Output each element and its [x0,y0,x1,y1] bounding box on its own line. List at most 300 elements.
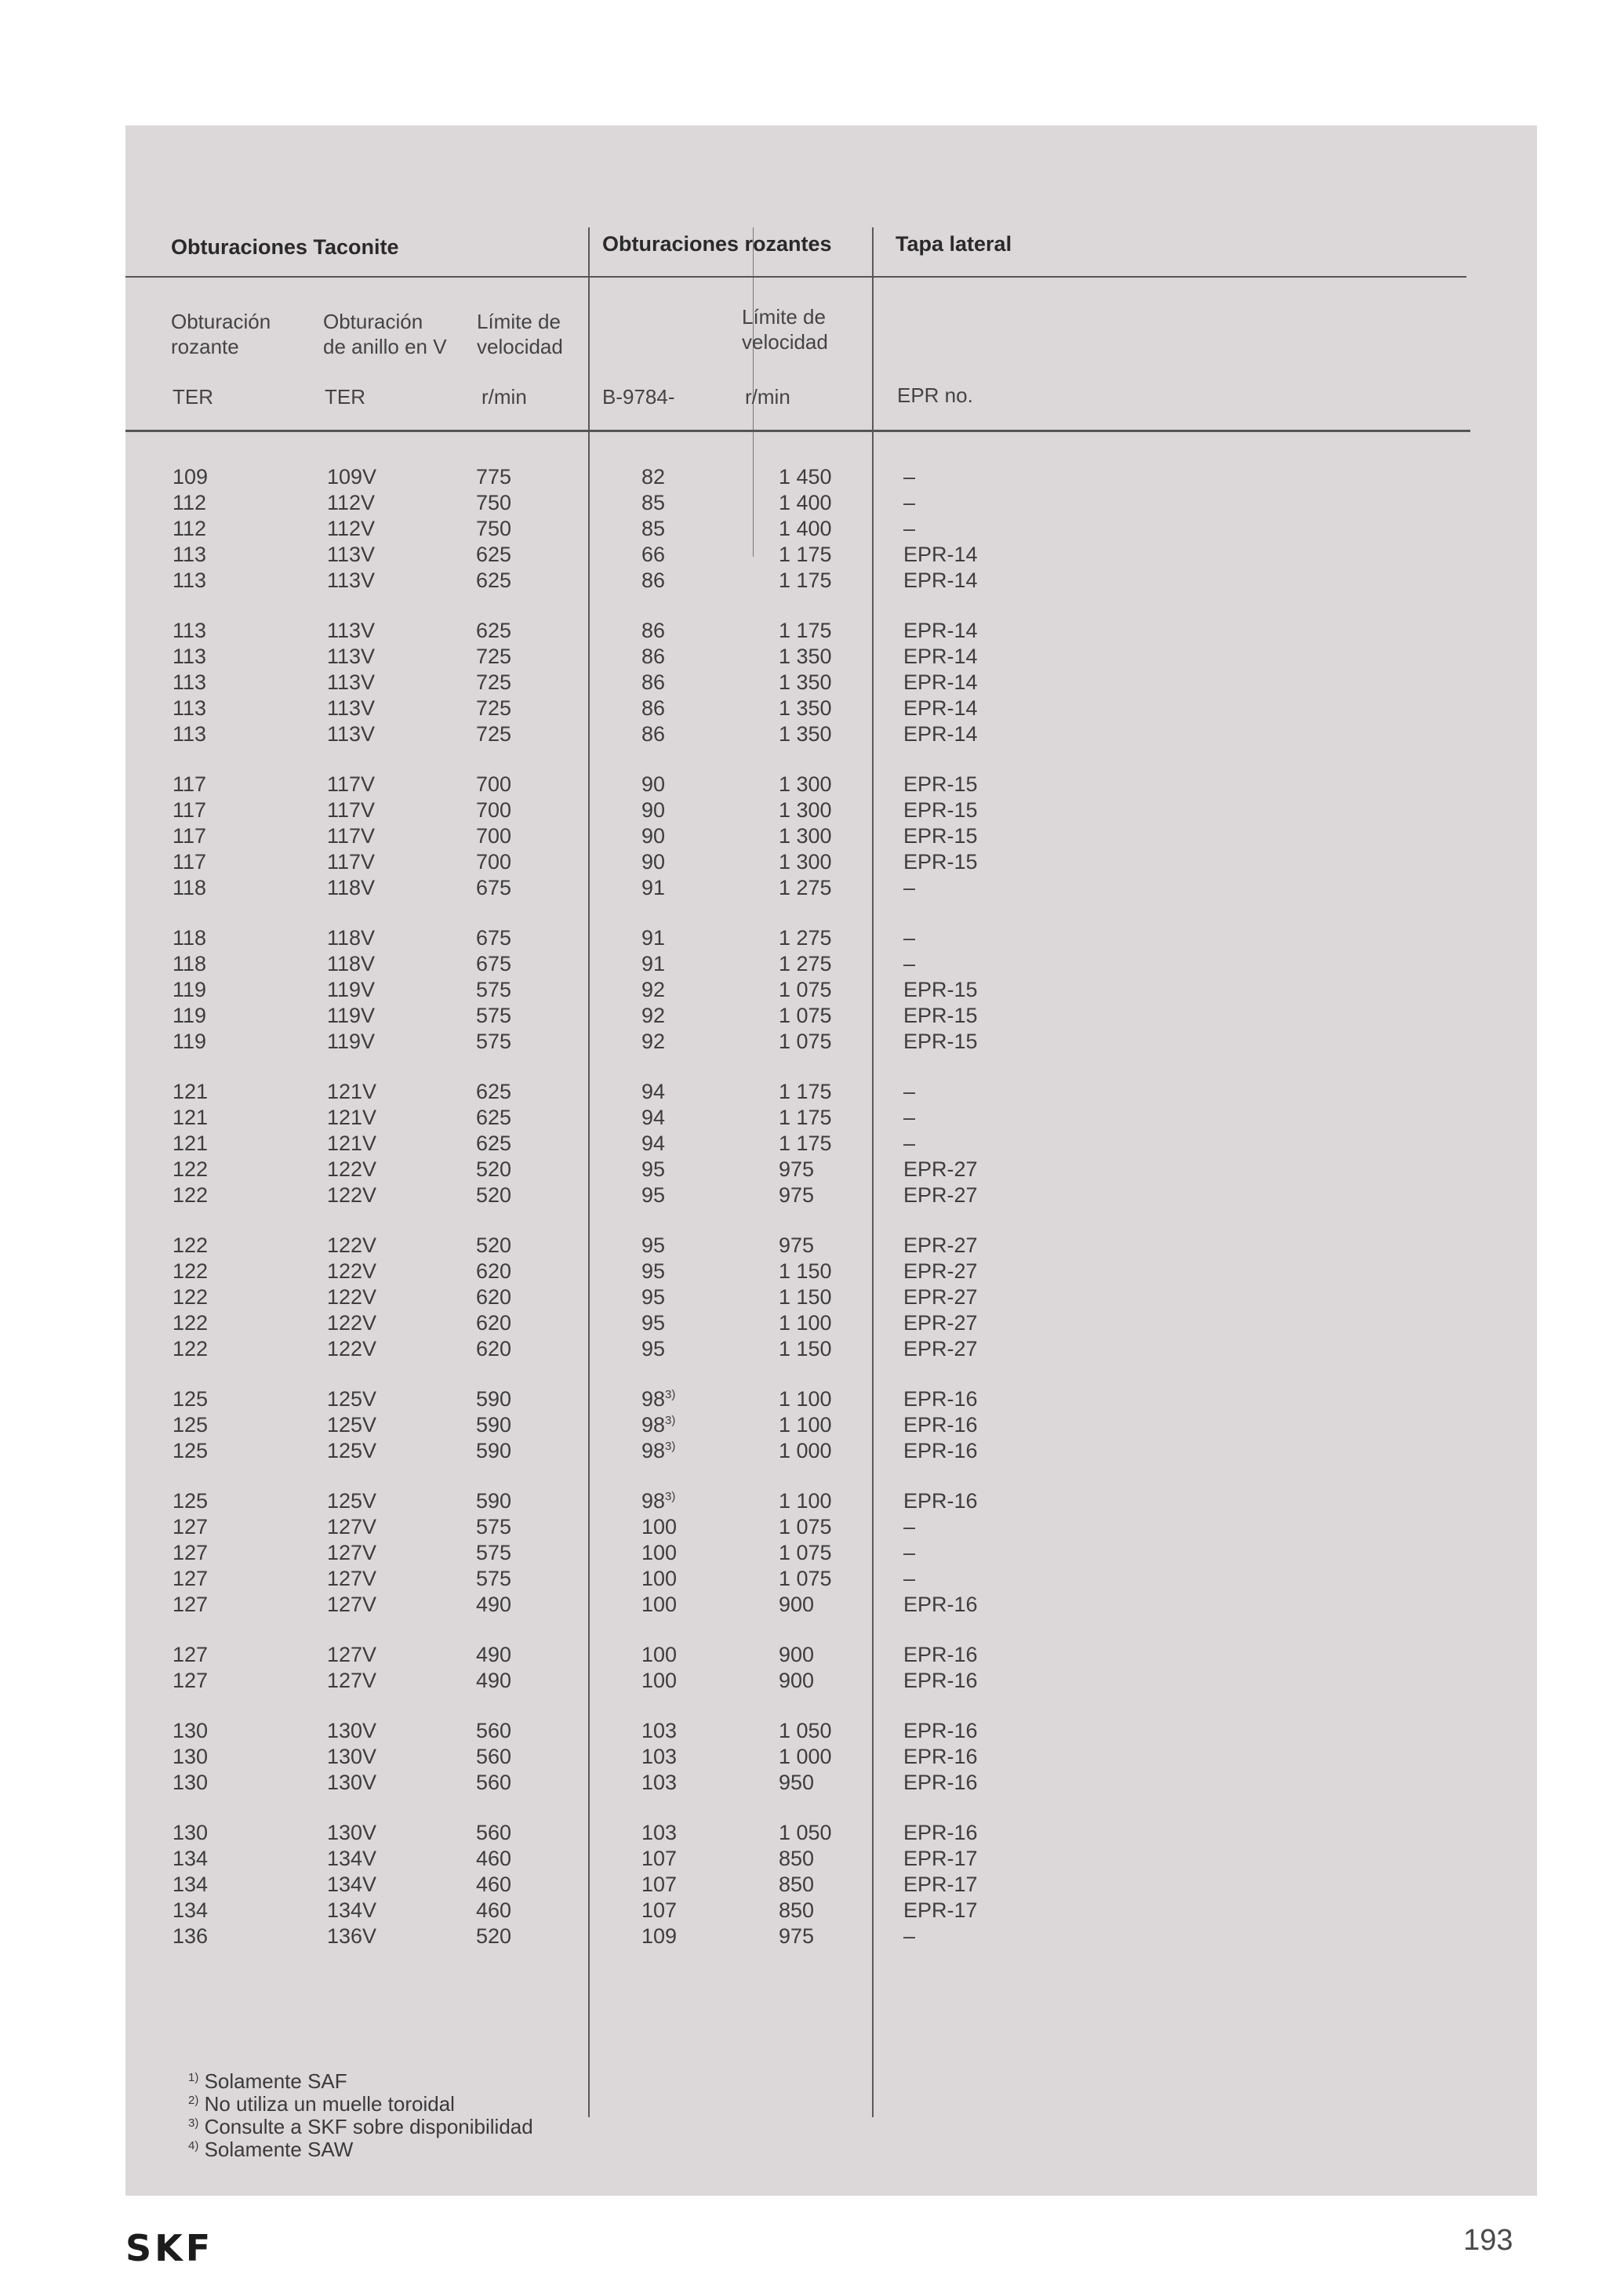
header-tapa-lateral: Tapa lateral [896,232,1012,256]
cell-b9784: 86 [641,670,666,694]
footnote-text: Solamente SAW [198,2138,354,2161]
cell-ter: 127 [173,1541,209,1564]
cell-speed-taconite: 575 [476,1567,512,1590]
cell-epr: EPR-14 [903,696,978,720]
cell-epr: EPR-16 [903,1439,978,1462]
cell-epr: – [903,1541,916,1564]
cell-ter: 121 [173,1080,209,1103]
cell-speed-rozante: 1 000 [779,1745,832,1768]
cell-speed-taconite: 490 [476,1669,512,1692]
cell-speed-rozante: 1 300 [779,824,832,848]
cell-speed-taconite: 520 [476,1233,512,1257]
cell-b9784: 91 [641,952,666,975]
cell-speed-taconite: 675 [476,926,512,950]
cell-speed-taconite: 725 [476,722,512,746]
cell-ter: 117 [173,772,207,796]
cell-speed-rozante: 1 175 [779,1106,832,1129]
unit-ter-2: TER [325,385,365,409]
cell-ter-v: 121V [327,1132,377,1155]
cell-speed-taconite: 625 [476,619,512,642]
cell-speed-taconite: 575 [476,1030,512,1053]
footnote-mark: 4) [188,2139,199,2152]
cell-speed-taconite: 590 [476,1413,512,1437]
cell-speed-rozante: 1 450 [779,465,832,489]
cell-epr: EPR-15 [903,978,978,1001]
cell-epr: EPR-14 [903,722,978,746]
cell-speed-rozante: 1 175 [779,619,832,642]
footnote-text: Consulte a SKF sobre disponibilidad [198,2115,533,2138]
cell-b9784: 90 [641,798,666,822]
cell-ter-v: 127V [327,1643,377,1666]
cell-epr: EPR-16 [903,1387,978,1411]
cell-b9784: 95 [641,1337,666,1361]
cell-b9784: 100 [641,1643,678,1666]
footnote-mark: 1) [188,2071,199,2084]
cell-speed-rozante: 1 350 [779,696,832,720]
cell-speed-taconite: 750 [476,491,512,514]
cell-epr: EPR-15 [903,1004,978,1027]
cell-speed-rozante: 850 [779,1847,815,1870]
cell-speed-rozante: 1 300 [779,772,832,796]
cell-ter: 134 [173,1873,209,1896]
cell-b9784: 94 [641,1080,666,1103]
cell-b9784: 103 [641,1719,678,1742]
cell-speed-taconite: 520 [476,1924,512,1948]
cell-b9784: 95 [641,1233,666,1257]
cell-speed-rozante: 1 150 [779,1337,832,1361]
cell-ter-v: 119V [327,1004,376,1027]
cell-speed-rozante: 1 150 [779,1285,832,1309]
cell-b9784: 103 [641,1771,678,1794]
cell-epr: EPR-16 [903,1643,978,1666]
footnote-ref: 3) [665,1388,676,1401]
cell-ter-v: 117V [327,824,376,848]
cell-epr: EPR-27 [903,1157,978,1181]
cell-ter-v: 130V [327,1771,377,1794]
cell-ter: 117 [173,824,207,848]
rule-right-section [872,227,874,2117]
cell-speed-taconite: 625 [476,543,512,566]
cell-ter: 127 [173,1593,209,1616]
footnote-ref: 3) [665,1490,676,1503]
cell-ter: 121 [173,1106,209,1129]
cell-speed-taconite: 750 [476,517,512,540]
rule-header-top [125,276,1466,278]
cell-b9784: 95 [641,1183,666,1207]
cell-ter-v: 125V [327,1439,377,1462]
cell-ter: 113 [173,543,207,566]
cell-ter-v: 113V [327,722,376,746]
col-header-obturacion-v: Obturación de anillo en V [323,310,447,358]
cell-b9784: 86 [641,619,666,642]
cell-speed-taconite: 560 [476,1719,512,1742]
cell-speed-taconite: 460 [476,1898,512,1922]
cell-ter-v: 122V [327,1183,377,1207]
cell-speed-taconite: 725 [476,645,512,668]
cell-b9784: 98$^{3)}$ [641,1489,676,1513]
cell-speed-taconite: 725 [476,670,512,694]
page-number: 193 [1463,2224,1513,2257]
cell-speed-rozante: 1 075 [779,1567,832,1590]
cell-ter: 127 [173,1669,209,1692]
cell-epr: – [903,952,916,975]
cell-epr: EPR-16 [903,1593,978,1616]
cell-ter-v: 134V [327,1847,377,1870]
cell-epr: EPR-27 [903,1285,978,1309]
cell-ter-v: 122V [327,1337,377,1361]
cell-ter: 122 [173,1233,209,1257]
cell-ter-v: 117V [327,850,376,874]
cell-speed-taconite: 520 [476,1157,512,1181]
cell-ter: 118 [173,926,207,950]
cell-b9784: 100 [641,1567,678,1590]
cell-ter-v: 130V [327,1745,377,1768]
cell-epr: EPR-16 [903,1719,978,1742]
footnote-ref: 3) [665,1414,676,1427]
cell-ter-v: 112V [327,517,376,540]
cell-speed-rozante: 1 175 [779,543,832,566]
footnote [188,2070,533,2093]
cell-speed-taconite: 575 [476,978,512,1001]
cell-ter: 134 [173,1898,209,1922]
cell-b9784: 103 [641,1821,678,1844]
cell-speed-taconite: 700 [476,824,512,848]
cell-ter-v: 118V [327,952,376,975]
cell-speed-taconite: 725 [476,696,512,720]
cell-ter-v: 113V [327,645,376,668]
cell-b9784: 109 [641,1924,678,1948]
cell-b9784: 98$^{3)}$ [641,1439,676,1462]
cell-b9784: 103 [641,1745,678,1768]
cell-speed-rozante: 1 075 [779,978,832,1001]
cell-ter-v: 125V [327,1413,377,1437]
cell-epr: EPR-27 [903,1259,978,1283]
cell-epr: EPR-15 [903,798,978,822]
cell-speed-rozante: 1 350 [779,645,832,668]
cell-speed-rozante: 1 350 [779,722,832,746]
cell-ter-v: 136V [327,1924,377,1948]
cell-speed-taconite: 590 [476,1489,512,1513]
cell-b9784: 85 [641,491,666,514]
cell-ter-v: 122V [327,1259,377,1283]
footnote [188,2093,533,2116]
cell-epr: – [903,1080,916,1103]
cell-b9784: 92 [641,1030,666,1053]
cell-speed-taconite: 620 [476,1337,512,1361]
cell-b9784: 86 [641,569,666,592]
cell-speed-rozante: 850 [779,1873,815,1896]
cell-ter: 113 [173,569,207,592]
cell-ter: 125 [173,1387,209,1411]
cell-ter-v: 122V [327,1311,377,1335]
cell-b9784: 100 [641,1515,678,1539]
cell-b9784: 66 [641,543,666,566]
unit-b-9784: B-9784- [602,385,675,409]
cell-speed-rozante: 1 150 [779,1259,832,1283]
cell-epr: EPR-16 [903,1669,978,1692]
cell-epr: – [903,1567,916,1590]
cell-ter: 125 [173,1489,209,1513]
cell-ter-v: 122V [327,1157,377,1181]
cell-b9784: 86 [641,722,666,746]
cell-ter: 127 [173,1643,209,1666]
cell-b9784: 90 [641,772,666,796]
cell-ter: 119 [173,978,207,1001]
cell-ter-v: 109V [327,465,377,489]
footnote-mark: 2) [188,2094,199,2107]
cell-epr: EPR-14 [903,645,978,668]
cell-speed-rozante: 975 [779,1924,815,1948]
cell-ter-v: 117V [327,772,376,796]
cell-speed-rozante: 1 275 [779,926,832,950]
cell-epr: EPR-15 [903,850,978,874]
cell-epr: EPR-14 [903,569,978,592]
cell-speed-taconite: 590 [476,1387,512,1411]
cell-ter: 113 [173,696,207,720]
cell-b9784: 107 [641,1873,678,1896]
cell-b9784: 91 [641,876,666,899]
cell-ter: 113 [173,645,207,668]
cell-ter-v: 125V [327,1489,377,1513]
cell-ter-v: 121V [327,1106,377,1129]
cell-b9784: 100 [641,1669,678,1692]
cell-ter: 113 [173,619,207,642]
cell-speed-rozante: 1 175 [779,1080,832,1103]
cell-b9784: 92 [641,978,666,1001]
cell-ter-v: 119V [327,978,376,1001]
cell-ter-v: 122V [327,1285,377,1309]
cell-epr: EPR-16 [903,1413,978,1437]
cell-ter: 121 [173,1132,209,1155]
cell-speed-rozante: 1 100 [779,1387,832,1411]
cell-epr: EPR-16 [903,1745,978,1768]
cell-ter: 119 [173,1004,207,1027]
cell-b9784: 86 [641,645,666,668]
col-header-obturacion-rozante: Obturación rozante [171,310,271,358]
cell-ter-v: 127V [327,1593,377,1616]
cell-speed-taconite: 700 [476,772,512,796]
cell-ter: 119 [173,1030,207,1053]
table-panel [125,125,1537,2196]
cell-b9784: 94 [641,1132,666,1155]
cell-speed-rozante: 1 400 [779,517,832,540]
cell-speed-rozante: 1 275 [779,876,832,899]
cell-b9784: 100 [641,1593,678,1616]
cell-ter-v: 113V [327,619,376,642]
cell-ter: 109 [173,465,209,489]
cell-speed-rozante: 1 050 [779,1719,832,1742]
rule-header-bottom [125,430,1470,432]
unit-rmin-1: r/min [481,385,527,409]
cell-speed-rozante: 1 300 [779,850,832,874]
cell-ter-v: 127V [327,1541,377,1564]
cell-ter-v: 112V [327,491,376,514]
cell-speed-taconite: 490 [476,1593,512,1616]
cell-b9784: 92 [641,1004,666,1027]
cell-speed-taconite: 625 [476,1106,512,1129]
cell-epr: EPR-27 [903,1233,978,1257]
cell-epr: EPR-15 [903,1030,978,1053]
cell-speed-rozante: 1 400 [779,491,832,514]
cell-ter: 130 [173,1771,209,1794]
cell-b9784: 86 [641,696,666,720]
cell-epr: EPR-17 [903,1847,978,1870]
cell-speed-rozante: 900 [779,1643,815,1666]
cell-speed-taconite: 575 [476,1515,512,1539]
cell-ter: 136 [173,1924,209,1948]
cell-ter: 122 [173,1259,209,1283]
cell-speed-taconite: 675 [476,952,512,975]
cell-ter-v: 119V [327,1030,376,1053]
cell-speed-taconite: 620 [476,1285,512,1309]
cell-b9784: 95 [641,1259,666,1283]
cell-epr: – [903,926,916,950]
cell-epr: EPR-16 [903,1489,978,1513]
cell-epr: EPR-17 [903,1873,978,1896]
cell-speed-taconite: 520 [476,1183,512,1207]
cell-epr: EPR-15 [903,772,978,796]
cell-epr: – [903,1924,916,1948]
cell-ter: 125 [173,1439,209,1462]
cell-speed-rozante: 1 075 [779,1004,832,1027]
cell-epr: – [903,1106,916,1129]
header-rozantes: Obturaciones rozantes [602,232,832,256]
cell-ter: 122 [173,1157,209,1181]
cell-epr: EPR-27 [903,1183,978,1207]
cell-epr: – [903,465,916,489]
cell-ter: 122 [173,1285,209,1309]
cell-speed-rozante: 900 [779,1669,815,1692]
cell-speed-taconite: 775 [476,465,512,489]
cell-speed-rozante: 1 075 [779,1030,832,1053]
cell-speed-rozante: 950 [779,1771,815,1794]
cell-ter: 134 [173,1847,209,1870]
cell-ter: 125 [173,1413,209,1437]
cell-b9784: 95 [641,1157,666,1181]
cell-b9784: 107 [641,1847,678,1870]
cell-speed-rozante: 975 [779,1183,815,1207]
cell-ter: 117 [173,850,207,874]
cell-b9784: 94 [641,1106,666,1129]
cell-speed-rozante: 1 050 [779,1821,832,1844]
cell-speed-rozante: 1 100 [779,1489,832,1513]
cell-speed-rozante: 1 075 [779,1541,832,1564]
footnote-text: Solamente SAF [198,2069,347,2093]
cell-speed-taconite: 460 [476,1847,512,1870]
cell-epr: EPR-15 [903,824,978,848]
cell-b9784: 91 [641,926,666,950]
cell-ter-v: 113V [327,670,376,694]
cell-ter-v: 121V [327,1080,377,1103]
cell-epr: – [903,1515,916,1539]
cell-speed-taconite: 700 [476,798,512,822]
cell-ter: 117 [173,798,207,822]
cell-ter: 122 [173,1183,209,1207]
footnote [188,2138,533,2161]
cell-speed-rozante: 1 350 [779,670,832,694]
footnotes [188,2070,533,2161]
cell-epr: – [903,517,916,540]
cell-b9784: 98$^{3)}$ [641,1387,676,1411]
cell-ter: 127 [173,1567,209,1590]
cell-b9784: 90 [641,850,666,874]
footnote-text: No utiliza un muelle toroidal [198,2092,455,2116]
cell-ter: 130 [173,1821,209,1844]
cell-speed-taconite: 675 [476,876,512,899]
footnote-mark: 3) [188,2116,199,2130]
rule-left-section [588,227,590,2117]
cell-epr: EPR-14 [903,670,978,694]
cell-speed-taconite: 575 [476,1004,512,1027]
cell-ter-v: 113V [327,543,376,566]
col-header-limite-velocidad-2: Límite de velocidad [742,305,828,354]
cell-ter-v: 113V [327,696,376,720]
cell-epr: EPR-16 [903,1821,978,1844]
cell-speed-rozante: 975 [779,1233,815,1257]
cell-speed-taconite: 560 [476,1771,512,1794]
cell-ter-v: 113V [327,569,376,592]
cell-epr: – [903,876,916,899]
cell-speed-taconite: 625 [476,569,512,592]
cell-ter: 113 [173,670,207,694]
cell-b9784: 107 [641,1898,678,1922]
cell-ter-v: 127V [327,1515,377,1539]
cell-b9784: 85 [641,517,666,540]
unit-rmin-2: r/min [745,385,790,409]
cell-speed-rozante: 1 275 [779,952,832,975]
cell-speed-taconite: 625 [476,1132,512,1155]
skf-logo: SKF [125,2227,214,2269]
cell-ter-v: 122V [327,1233,377,1257]
cell-ter: 130 [173,1719,209,1742]
cell-speed-taconite: 575 [476,1541,512,1564]
cell-speed-taconite: 460 [476,1873,512,1896]
cell-ter: 130 [173,1745,209,1768]
cell-speed-taconite: 490 [476,1643,512,1666]
cell-speed-rozante: 900 [779,1593,815,1616]
cell-ter-v: 118V [327,876,376,899]
cell-b9784: 98$^{3)}$ [641,1413,676,1437]
cell-speed-rozante: 1 000 [779,1439,832,1462]
cell-epr: – [903,1132,916,1155]
cell-ter-v: 134V [327,1873,377,1896]
cell-epr: EPR-14 [903,619,978,642]
cell-b9784: 95 [641,1285,666,1309]
unit-epr-no: EPR no. [897,383,973,407]
cell-epr: EPR-27 [903,1337,978,1361]
cell-speed-taconite: 620 [476,1311,512,1335]
footnote [188,2116,533,2138]
cell-ter: 113 [173,722,207,746]
cell-b9784: 90 [641,824,666,848]
cell-epr: EPR-27 [903,1311,978,1335]
cell-speed-rozante: 1 300 [779,798,832,822]
cell-epr: EPR-17 [903,1898,978,1922]
unit-ter-1: TER [173,385,213,409]
cell-ter-v: 117V [327,798,376,822]
cell-ter-v: 130V [327,1821,377,1844]
cell-speed-rozante: 1 100 [779,1311,832,1335]
cell-ter: 122 [173,1337,209,1361]
cell-speed-rozante: 1 175 [779,569,832,592]
cell-ter: 127 [173,1515,209,1539]
cell-ter: 112 [173,517,207,540]
cell-ter: 118 [173,876,207,899]
cell-ter-v: 127V [327,1567,377,1590]
cell-epr: – [903,491,916,514]
cell-speed-taconite: 590 [476,1439,512,1462]
cell-speed-rozante: 975 [779,1157,815,1181]
